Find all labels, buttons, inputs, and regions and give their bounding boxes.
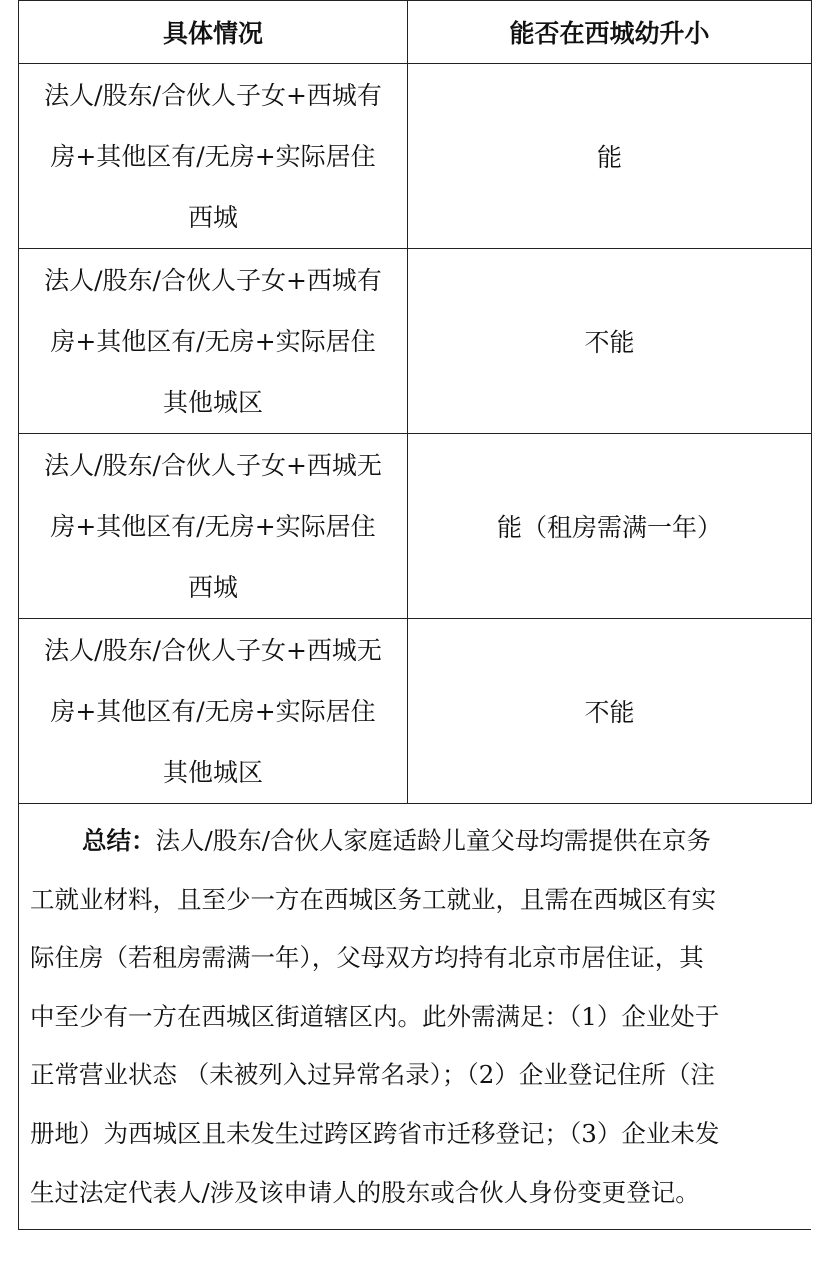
- situation-line: 法人/股东/合伙人子女+西城无: [44, 635, 382, 665]
- table-row: [19, 64, 812, 249]
- situation-line: 法人/股东/合伙人子女+西城无: [44, 450, 382, 480]
- situation-line: 法人/股东/合伙人子女+西城有: [44, 265, 382, 295]
- table-row: [19, 434, 812, 619]
- situation-cell: [19, 249, 408, 434]
- situation-line: 西城: [187, 572, 238, 602]
- table-header-row: [19, 1, 812, 64]
- situation-line: 其他城区: [162, 757, 263, 787]
- summary-box: [18, 802, 811, 1230]
- situation-line: 法人/股东/合伙人子女+西城有: [44, 80, 382, 110]
- situation-cell: [19, 619, 408, 804]
- result-cell: [408, 619, 812, 804]
- situation-line: 房+其他区有/无房+实际居住: [50, 696, 376, 726]
- result-text: 能（租房需满一年）: [496, 513, 722, 542]
- document-page: [18, 0, 811, 1207]
- result-cell: [408, 249, 812, 434]
- policy-table: [18, 0, 812, 804]
- summary-line: 工就业材料，且至少一方在西城区务工就业，且需在西城区有实: [30, 884, 716, 914]
- header-situation: 具体情况: [19, 1, 408, 64]
- situation-line: 西城: [187, 202, 238, 232]
- summary-line: 正常营业状态 （未被列入过异常名录）；（2）企业登记住所（注: [30, 1060, 715, 1090]
- summary-line: [30, 812, 810, 871]
- summary-line-text: 法人/股东/合伙人家庭适龄儿童父母均需提供在京务: [155, 826, 712, 855]
- result-cell: [408, 434, 812, 619]
- table-row: [19, 249, 812, 434]
- summary-line: 中至少有一方在西城区街道辖区内。此外需满足：（1）企业处于: [30, 1001, 720, 1031]
- situation-line: 其他城区: [162, 387, 263, 417]
- header-eligibility: 能否在西城幼升小: [408, 1, 812, 64]
- summary-line: 生过法定代表人/涉及该申请人的股东或合伙人身份变更登记。: [30, 1177, 700, 1207]
- situation-line: 房+其他区有/无房+实际居住: [50, 326, 376, 356]
- situation-cell: [19, 434, 408, 619]
- result-text: 不能: [584, 328, 635, 357]
- summary-label: 总结：: [82, 826, 156, 855]
- result-text: 能: [596, 143, 622, 172]
- result-cell: [408, 64, 812, 249]
- situation-line: 房+其他区有/无房+实际居住: [50, 511, 376, 541]
- summary-paragraph: [30, 812, 810, 1222]
- summary-line: 册地）为西城区且未发生过跨区跨省市迁移登记；（3）企业未发: [30, 1118, 720, 1148]
- summary-line: 际住房（若租房需满一年），父母双方均持有北京市居住证，其: [30, 943, 704, 973]
- table-row: [19, 619, 812, 804]
- result-text: 不能: [584, 698, 635, 727]
- situation-line: 房+其他区有/无房+实际居住: [50, 141, 376, 171]
- situation-cell: [19, 64, 408, 249]
